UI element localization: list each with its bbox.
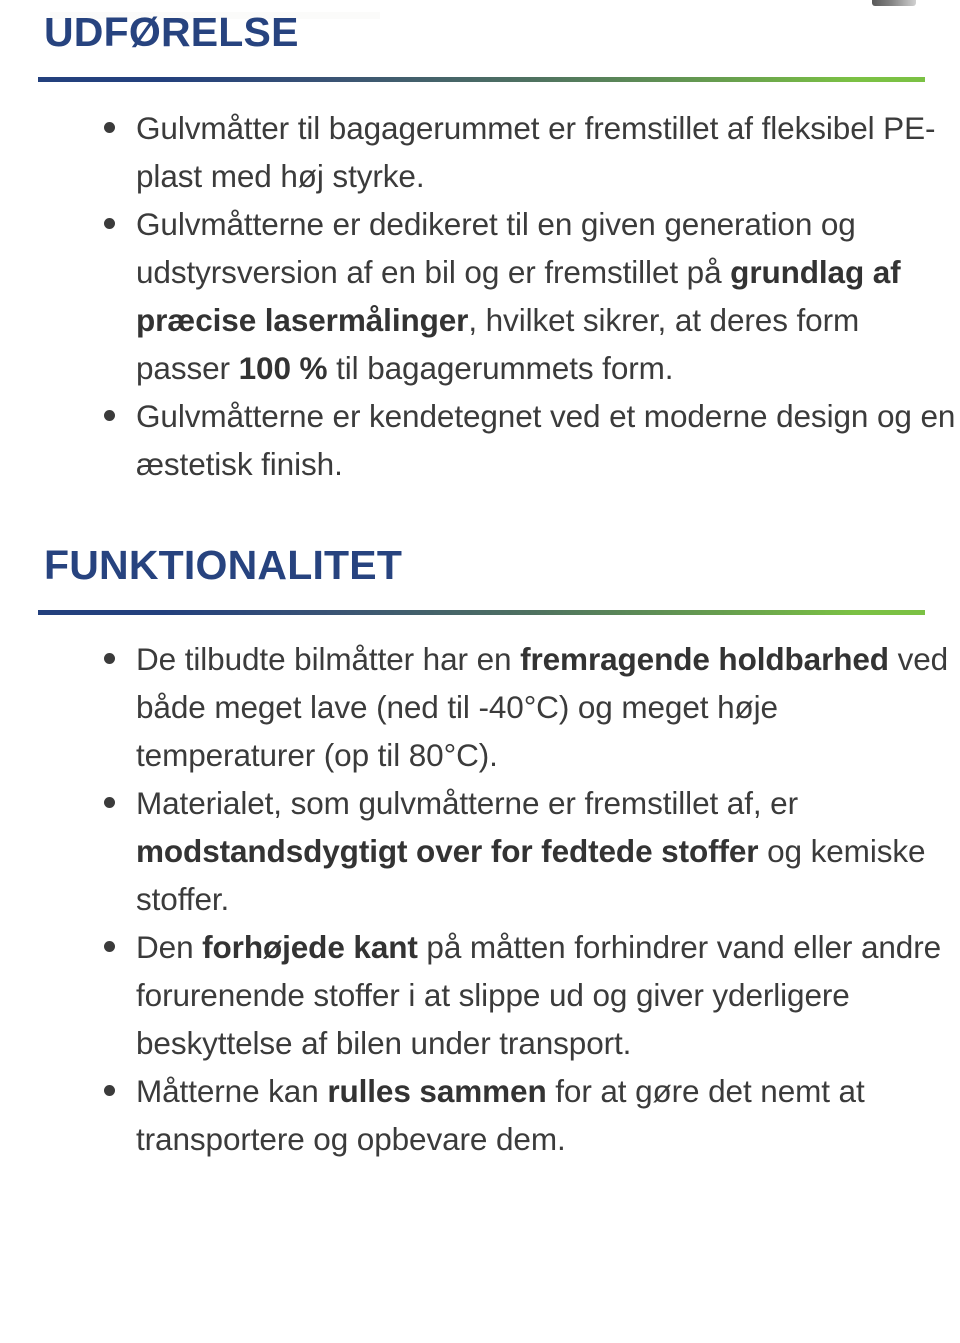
bullet-point-icon xyxy=(104,218,115,229)
emphasis-text: 100 % xyxy=(238,350,328,386)
list-item-text xyxy=(136,398,955,482)
bullet-point-icon xyxy=(104,941,115,952)
list-item xyxy=(0,200,960,392)
list-item-text xyxy=(136,206,901,386)
plain-text: Materialet, som gulvmåtterne er fremstillet af, er xyxy=(136,785,798,821)
bullet-point-icon xyxy=(104,653,115,664)
section-divider-funktionalitet xyxy=(38,610,925,615)
bullet-point-icon xyxy=(104,797,115,808)
section-divider-udforelse xyxy=(38,77,925,82)
plain-text: på måtten forhindrer vand eller andre forurenende stoffer i at slippe ud og giver yderligere beskyttelse af bilen under transport. xyxy=(136,929,942,1061)
list-item xyxy=(0,104,960,200)
bullet-point-icon xyxy=(104,122,115,133)
plain-text: og kemiske stoffer. xyxy=(136,833,926,917)
plain-text: De tilbudte bilmåtter har en xyxy=(136,641,521,677)
list-item xyxy=(0,392,960,488)
plain-text: ved både meget lave (ned til -40°C) og meget høje temperaturer (op til 80°C). xyxy=(136,641,949,773)
plain-text: Den xyxy=(136,929,203,965)
bullet-list-funktionalitet xyxy=(0,635,960,1163)
section-funktionalitet xyxy=(0,542,960,1163)
emphasis-text: grundlag af præcise lasermålinger xyxy=(136,254,901,338)
list-item xyxy=(0,1067,960,1163)
section-udforelse xyxy=(0,0,960,488)
plain-text: Gulvmåtterne er kendetegnet ved et moderne design og en æstetisk finish. xyxy=(136,398,956,482)
section-heading-funktionalitet: FUNKTIONALITET xyxy=(44,542,403,588)
bullet-point-icon xyxy=(104,410,115,421)
list-item-text xyxy=(136,110,935,194)
emphasis-text: rulles sammen xyxy=(327,1073,547,1109)
list-item-text xyxy=(136,1073,865,1157)
plain-text: Gulvmåtterne er dedikeret til en given generation og udstyrsversion af en bil og er fremstillet på xyxy=(136,206,856,290)
plain-text: Måtterne kan xyxy=(136,1073,328,1109)
plain-text: , hvilket sikrer, at deres form passer xyxy=(136,302,860,386)
list-item-text xyxy=(136,785,925,917)
list-item-text xyxy=(136,929,941,1061)
plain-text: for at gøre det nemt at transportere og opbevare dem. xyxy=(136,1073,865,1157)
plain-text: til bagagerummets form. xyxy=(327,350,674,386)
list-item xyxy=(0,779,960,923)
list-item xyxy=(0,635,960,779)
emphasis-text: forhøjede kant xyxy=(202,929,418,965)
plain-text: Gulvmåtter til bagagerummet er fremstillet af fleksibel PE-plast med høj styrke. xyxy=(136,110,936,194)
list-item-text xyxy=(136,641,948,773)
emphasis-text: fremragende holdbarhed xyxy=(520,641,889,677)
bullet-list-udforelse xyxy=(0,104,960,488)
bullet-point-icon xyxy=(104,1085,115,1096)
section-heading-udforelse: UDFØRELSE xyxy=(44,9,299,55)
emphasis-text: modstandsdygtigt over for fedtede stoffer xyxy=(136,833,759,869)
list-item xyxy=(0,923,960,1067)
